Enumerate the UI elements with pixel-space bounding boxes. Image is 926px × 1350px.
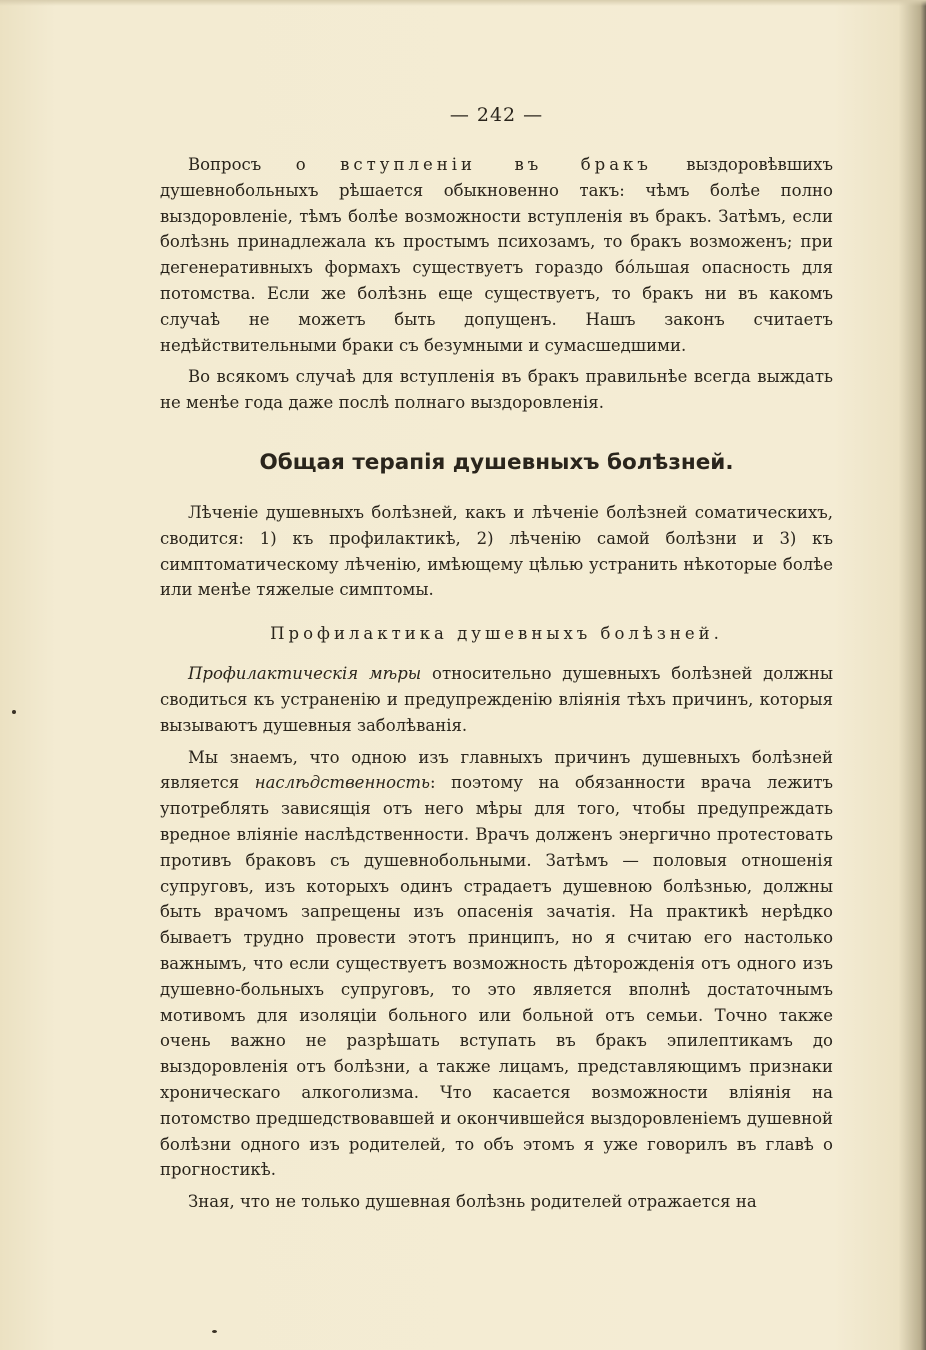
- italic-term: наслѣдственность: [254, 773, 430, 793]
- paragraph-prophylaxis: [160, 661, 833, 738]
- page-number: — 242 —: [449, 104, 544, 126]
- spaced-emphasis: вступленіи въ бракъ: [340, 155, 652, 174]
- paragraph-treatment-overview: Лѣченіе душевныхъ болѣзней, какъ и лѣченіе болѣзней соматическихъ, сводится: 1) къ профилактикѣ, 2) лѣченію самой болѣзни и 3) къ симптоматическому лѣченію, имѣющему цѣлью устранить нѣкоторые болѣе или менѣе тяжелые симптомы.: [160, 502, 833, 600]
- paragraph-heredity: [160, 745, 833, 1184]
- page-content: [160, 100, 833, 1215]
- paragraph-waiting-period: Во всякомъ случаѣ для вступленія въ бракъ правильнѣе всегда выждать не менѣе года даже послѣ полнаго выздоровленія.: [160, 367, 833, 413]
- page-top-edge: [0, 0, 926, 6]
- paragraph-text: выздоровѣвшихъ душевнобольныхъ рѣшается обыкновенно такъ: чѣмъ болѣе полно выздоровленіе, тѣмъ болѣе возможности вступленія въ бракъ. Затѣмъ, если болѣзнь принадлежала къ простымъ психозамъ, то бракъ возможенъ; при дегенеративныхъ формахъ существуетъ гораздо бóльшая опасность для потомства. Если же болѣзнь еще существуетъ, то бракъ ни въ какомъ случаѣ не можетъ быть допущенъ. Нашъ законъ считаетъ недѣйствительными браки съ безумными и сумасшедшими.: [160, 155, 833, 355]
- subsection-heading: Профилактика душевныхъ болѣзней.: [270, 624, 723, 644]
- paragraph-text: относительно душевныхъ болѣзней должны сводиться къ устраненію и предупрежденію вліянія тѣхъ причинъ, которыя вызываютъ душевныя заболѣванія.: [160, 664, 833, 735]
- paragraph-continuation: Зная, что не только душевная болѣзнь родителей отражается на: [188, 1192, 757, 1212]
- italic-term: Профилактическія мѣры: [188, 664, 422, 684]
- paragraph-marriage-question: [160, 152, 833, 358]
- paragraph-text: : поэтому на обязанности врача лежитъ употреблять зависящія отъ него мѣры для того, чтобы предупреждать вредное вліяніе наслѣдственности. Врачъ долженъ энергично протестовать противъ браковъ съ душевнобольными. Затѣмъ — половыя отношенія супруговъ, изъ которыхъ одинъ страдаетъ душевною болѣзнью, должны быть врачомъ запрещены изъ опасенія зачатія. На практикѣ нерѣдко бываетъ трудно провести этотъ принципъ, но я считаю его настолько важнымъ, что если существуетъ возможность дѣторожденія отъ одного изъ душевно-больныхъ супруговъ, то это является вполнѣ достаточнымъ мотивомъ для изоляціи больного или больной отъ семьи. Точно также очень важно не разрѣшать вступать въ бракъ эпилептикамъ до выздоровленія отъ болѣзни, а также лицамъ, представляющимъ признаки хроническаго алкоголизма. Что касается возможности вліянія на потомство предшедствовавшей и окончившейся выздоровленіемъ душевной болѣзни одного изъ родителей, то объ этомъ я уже говорилъ въ главѣ о прогностикѣ.: [160, 773, 833, 1180]
- ink-speck: [212, 1330, 217, 1333]
- section-heading: Общая терапія душевныхъ болѣзней.: [259, 449, 734, 475]
- paragraph-text: Мы знаемъ, что одною изъ главныхъ причинъ душевныхъ болѣзней является: [160, 747, 833, 793]
- paragraph-text: Вопросъ о: [188, 155, 341, 174]
- ink-speck: [12, 710, 16, 714]
